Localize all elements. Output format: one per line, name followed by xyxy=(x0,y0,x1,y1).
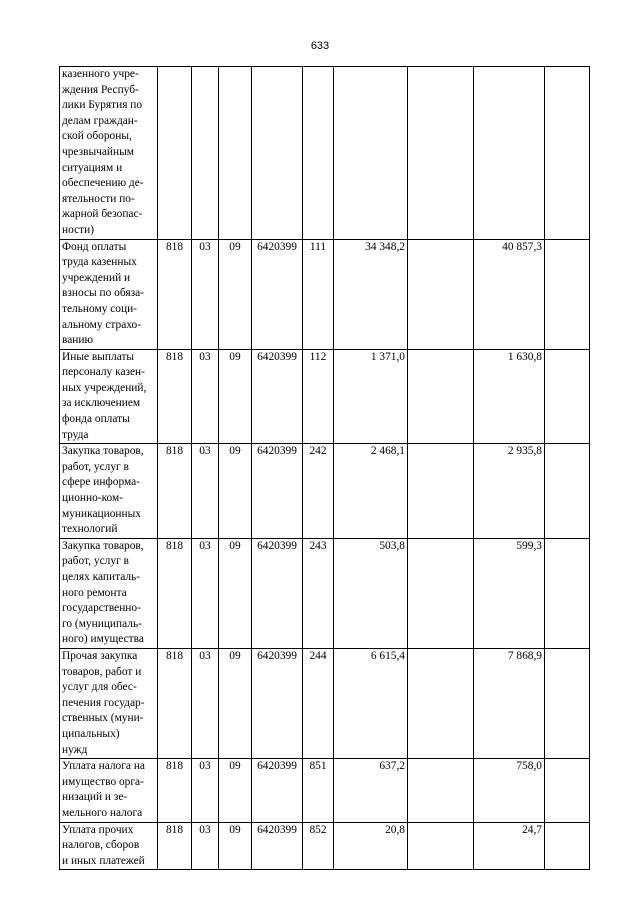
description-line: печения государ- xyxy=(62,696,145,709)
description-line: ванию xyxy=(62,334,93,347)
ministry-code-cell: 818 xyxy=(158,648,192,758)
description-line: учреждений и xyxy=(62,271,131,284)
amount-cell: 758,0 xyxy=(474,759,545,822)
section-code-cell: 03 xyxy=(192,444,219,539)
subsection-code-cell: 09 xyxy=(219,239,252,349)
description-line: обеспечению де- xyxy=(62,177,144,190)
amount-cell xyxy=(334,67,408,240)
subsection-code-cell: 09 xyxy=(219,444,252,539)
section-code-cell: 03 xyxy=(192,759,219,822)
subsection-code-cell: 09 xyxy=(219,648,252,758)
subsection-code-cell: 09 xyxy=(219,822,252,870)
amount-cell: 34 348,2 xyxy=(334,239,408,349)
amount-cell: 24,7 xyxy=(474,822,545,870)
table-row xyxy=(60,444,590,539)
ministry-code-cell xyxy=(158,67,192,240)
amount-cell: 6 615,4 xyxy=(334,648,408,758)
ministry-code-cell: 818 xyxy=(158,239,192,349)
description-line: работ, услуг в xyxy=(62,460,129,473)
section-code-cell: 03 xyxy=(192,822,219,870)
table-row xyxy=(60,239,590,349)
description-cell xyxy=(60,444,158,539)
subsection-code-cell: 09 xyxy=(219,759,252,822)
description-line: целях капиталь- xyxy=(62,571,141,583)
ministry-code-cell: 818 xyxy=(158,349,192,444)
description-cell xyxy=(60,538,158,648)
description-line: Иные выплаты xyxy=(62,350,135,363)
expense-type-cell: 242 xyxy=(303,444,334,539)
description-line: ской обороны, xyxy=(62,130,132,143)
amount-cell xyxy=(408,538,474,648)
description-line: сфере информа- xyxy=(62,476,140,489)
description-line: ятельности по- xyxy=(62,192,135,205)
amount-cell: 503,8 xyxy=(334,538,408,648)
budget-table xyxy=(59,66,590,870)
description-line: Прочая закупка xyxy=(62,649,138,662)
description-line: Закупка товаров, xyxy=(62,445,144,458)
amount-cell xyxy=(408,349,474,444)
amount-cell: 599,3 xyxy=(474,538,545,648)
amount-cell xyxy=(545,239,590,349)
description-line: государственно- xyxy=(62,602,141,615)
amount-cell xyxy=(408,239,474,349)
amount-cell xyxy=(408,444,474,539)
target-article-cell xyxy=(252,67,303,240)
target-article-cell: 6420399 xyxy=(252,759,303,822)
table-row xyxy=(60,759,590,822)
amount-cell: 637,2 xyxy=(334,759,408,822)
amount-cell xyxy=(545,648,590,758)
description-line: чрезвычайным xyxy=(62,145,134,158)
description-cell xyxy=(60,349,158,444)
section-code-cell xyxy=(192,67,219,240)
target-article-cell: 6420399 xyxy=(252,444,303,539)
amount-cell xyxy=(545,538,590,648)
description-line: делам граждан- xyxy=(62,114,138,127)
description-line: услуг для обес- xyxy=(62,681,137,694)
description-line: имущество орга- xyxy=(62,775,144,788)
description-cell xyxy=(60,822,158,870)
amount-cell xyxy=(545,759,590,822)
expense-type-cell: 244 xyxy=(303,648,334,758)
description-cell xyxy=(60,239,158,349)
table-row xyxy=(60,349,590,444)
amount-cell xyxy=(474,67,545,240)
description-line: нужд xyxy=(62,743,88,756)
amount-cell: 20,8 xyxy=(334,822,408,870)
subsection-code-cell: 09 xyxy=(219,349,252,444)
description-line: жарной безопас- xyxy=(62,208,143,221)
table-row xyxy=(60,67,590,240)
target-article-cell: 6420399 xyxy=(252,349,303,444)
description-line: фонда оплаты xyxy=(62,413,130,426)
target-article-cell: 6420399 xyxy=(252,648,303,758)
description-cell xyxy=(60,67,158,240)
description-line: Закупка товаров, xyxy=(62,539,144,552)
description-line: труда xyxy=(62,428,89,441)
amount-cell: 2 468,1 xyxy=(334,444,408,539)
section-code-cell: 03 xyxy=(192,349,219,444)
description-line: за исключением xyxy=(62,397,141,410)
amount-cell xyxy=(408,67,474,240)
amount-cell xyxy=(545,444,590,539)
expense-type-cell: 111 xyxy=(303,239,334,349)
ministry-code-cell: 818 xyxy=(158,822,192,870)
subsection-code-cell: 09 xyxy=(219,538,252,648)
description-line: труда казенных xyxy=(62,256,137,269)
table-body xyxy=(60,67,590,870)
amount-cell xyxy=(408,822,474,870)
section-code-cell: 03 xyxy=(192,538,219,648)
description-line: работ, услуг в xyxy=(62,555,129,568)
amount-cell: 2 935,8 xyxy=(474,444,545,539)
description-line: ждения Респуб- xyxy=(62,83,139,96)
description-line: ного ремонта xyxy=(62,586,127,599)
description-line: ности) xyxy=(62,223,94,236)
description-line: го (муниципаль- xyxy=(62,617,142,630)
section-code-cell: 03 xyxy=(192,239,219,349)
description-line: ного) имущества xyxy=(62,633,144,646)
table-row xyxy=(60,648,590,758)
description-line: Уплата прочих xyxy=(62,823,134,836)
description-line: налогов, сборов xyxy=(62,839,140,852)
amount-cell: 40 857,3 xyxy=(474,239,545,349)
amount-cell xyxy=(545,822,590,870)
amount-cell: 7 868,9 xyxy=(474,648,545,758)
expense-type-cell: 851 xyxy=(303,759,334,822)
description-line: ционно-ком- xyxy=(62,492,124,505)
description-cell xyxy=(60,648,158,758)
target-article-cell: 6420399 xyxy=(252,538,303,648)
description-line: ственных (муни- xyxy=(62,712,144,725)
amount-cell xyxy=(545,349,590,444)
expense-type-cell: 112 xyxy=(303,349,334,444)
description-line: ципальных) xyxy=(62,727,120,740)
amount-cell xyxy=(408,648,474,758)
description-line: ных учреждений, xyxy=(62,381,147,394)
description-line: муникационных xyxy=(62,507,141,520)
ministry-code-cell: 818 xyxy=(158,759,192,822)
expense-type-cell: 852 xyxy=(303,822,334,870)
expense-type-cell: 243 xyxy=(303,538,334,648)
description-line: Уплата налога на xyxy=(62,760,145,773)
description-line: казенного учре- xyxy=(62,68,139,80)
page-number: 633 xyxy=(310,40,330,52)
description-line: тельному соци- xyxy=(62,302,137,315)
amount-cell xyxy=(408,759,474,822)
table-row xyxy=(60,822,590,870)
ministry-code-cell: 818 xyxy=(158,444,192,539)
expense-type-cell xyxy=(303,67,334,240)
amount-cell: 1 630,8 xyxy=(474,349,545,444)
subsection-code-cell xyxy=(219,67,252,240)
description-cell xyxy=(60,759,158,822)
ministry-code-cell: 818 xyxy=(158,538,192,648)
description-line: персоналу казен- xyxy=(62,366,145,379)
description-line: Фонд оплаты xyxy=(62,240,127,253)
amount-cell: 1 371,0 xyxy=(334,349,408,444)
section-code-cell: 03 xyxy=(192,648,219,758)
description-line: и иных платежей xyxy=(62,854,145,867)
description-line: ситуациям и xyxy=(62,161,123,174)
table-row xyxy=(60,538,590,648)
target-article-cell: 6420399 xyxy=(252,239,303,349)
target-article-cell: 6420399 xyxy=(252,822,303,870)
description-line: альному страхо- xyxy=(62,318,142,331)
description-line: взносы по обяза- xyxy=(62,287,144,300)
description-line: лики Бурятия по xyxy=(62,99,143,112)
description-line: низаций и зе- xyxy=(62,791,128,804)
amount-cell xyxy=(545,67,590,240)
description-line: мельного налога xyxy=(62,806,143,819)
description-line: товаров, работ и xyxy=(62,665,142,678)
description-line: технологий xyxy=(62,523,118,536)
